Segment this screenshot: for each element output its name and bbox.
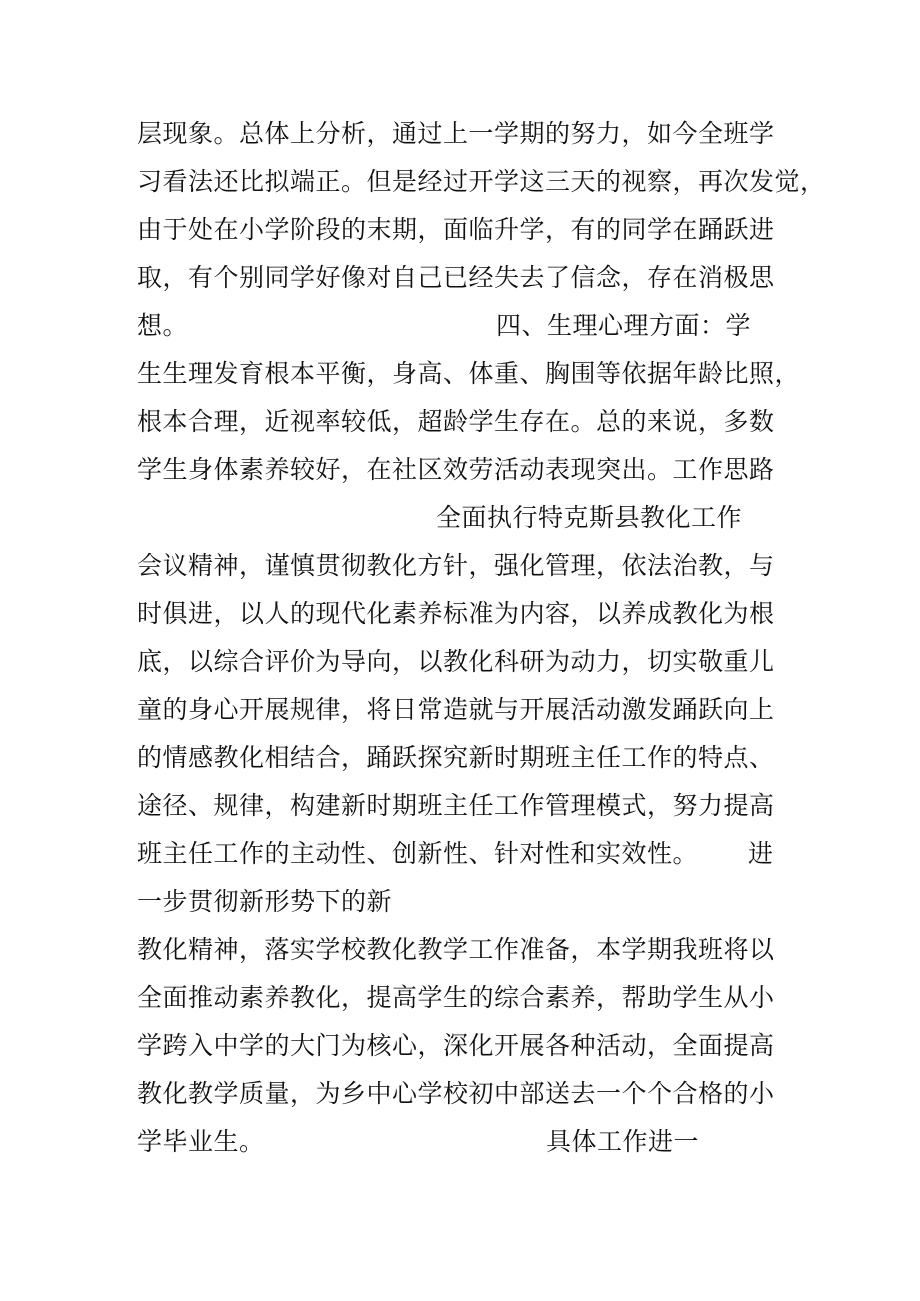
text-line: 时俱进，以人的现代化素养标准为内容，以养成教化为根 [137,599,775,628]
text-line: 根本合理，近视率较低，超龄学生存在。总的来说，多数 [137,407,775,436]
section-heading: 四、生理心理方面：学 [496,311,752,340]
text-line: 会议精神，谨慎贯彻教化方针，强化管理，依法治教，与 [137,551,775,580]
text-line: 层现象。总体上分析，通过上一学期的努力，如今全班学 [137,119,775,148]
text-line: 取，有个别同学好像对自己已经失去了信念，存在消极思 [137,263,775,292]
text-line: 途径、规律，构建新时期班主任工作管理模式，努力提高 [137,791,775,820]
text-line: 全面推动素养教化，提高学生的综合素养，帮助学生从小 [137,983,775,1012]
text-line: 学生身体素养较好，在社区效劳活动表现突出。工作思路 [137,455,775,484]
text-line: 学跨入中学的大门为核心，深化开展各种活动，全面提高 [137,1031,775,1060]
text-line: 童的身心开展规律，将日常造就与开展活动激发踊跃向上 [137,695,775,724]
text-line: 具体工作进一 [546,1127,700,1156]
text-line: 进 [748,839,774,868]
text-line: 教化教学质量，为乡中心学校初中部送去一个个合格的小 [137,1079,775,1108]
text-line: 学毕业生。 [137,1127,265,1156]
text-line: 习看法还比拟端正。但是经过开学这三天的视察，再次发觉， [137,167,826,196]
text-line: 生生理发育根本平衡，身高、体重、胸围等依据年龄比照， [137,359,801,388]
text-line: 一步贯彻新形势下的新 [137,887,393,916]
text-line: 教化精神，落实学校教化教学工作准备，本学期我班将以 [137,935,775,964]
text-line: 想。 [137,311,189,340]
text-line: 底，以综合评价为导向，以教化科研为动力，切实敬重儿 [137,647,775,676]
text-line: 由于处在小学阶段的末期，面临升学，有的同学在踊跃进 [137,215,775,244]
text-line: 班主任工作的主动性、创新性、针对性和实效性。 [137,839,699,868]
text-line: 全面执行特克斯县教化工作 [436,503,743,532]
text-line: 的情感教化相结合，踊跃探究新时期班主任工作的特点、 [137,743,775,772]
